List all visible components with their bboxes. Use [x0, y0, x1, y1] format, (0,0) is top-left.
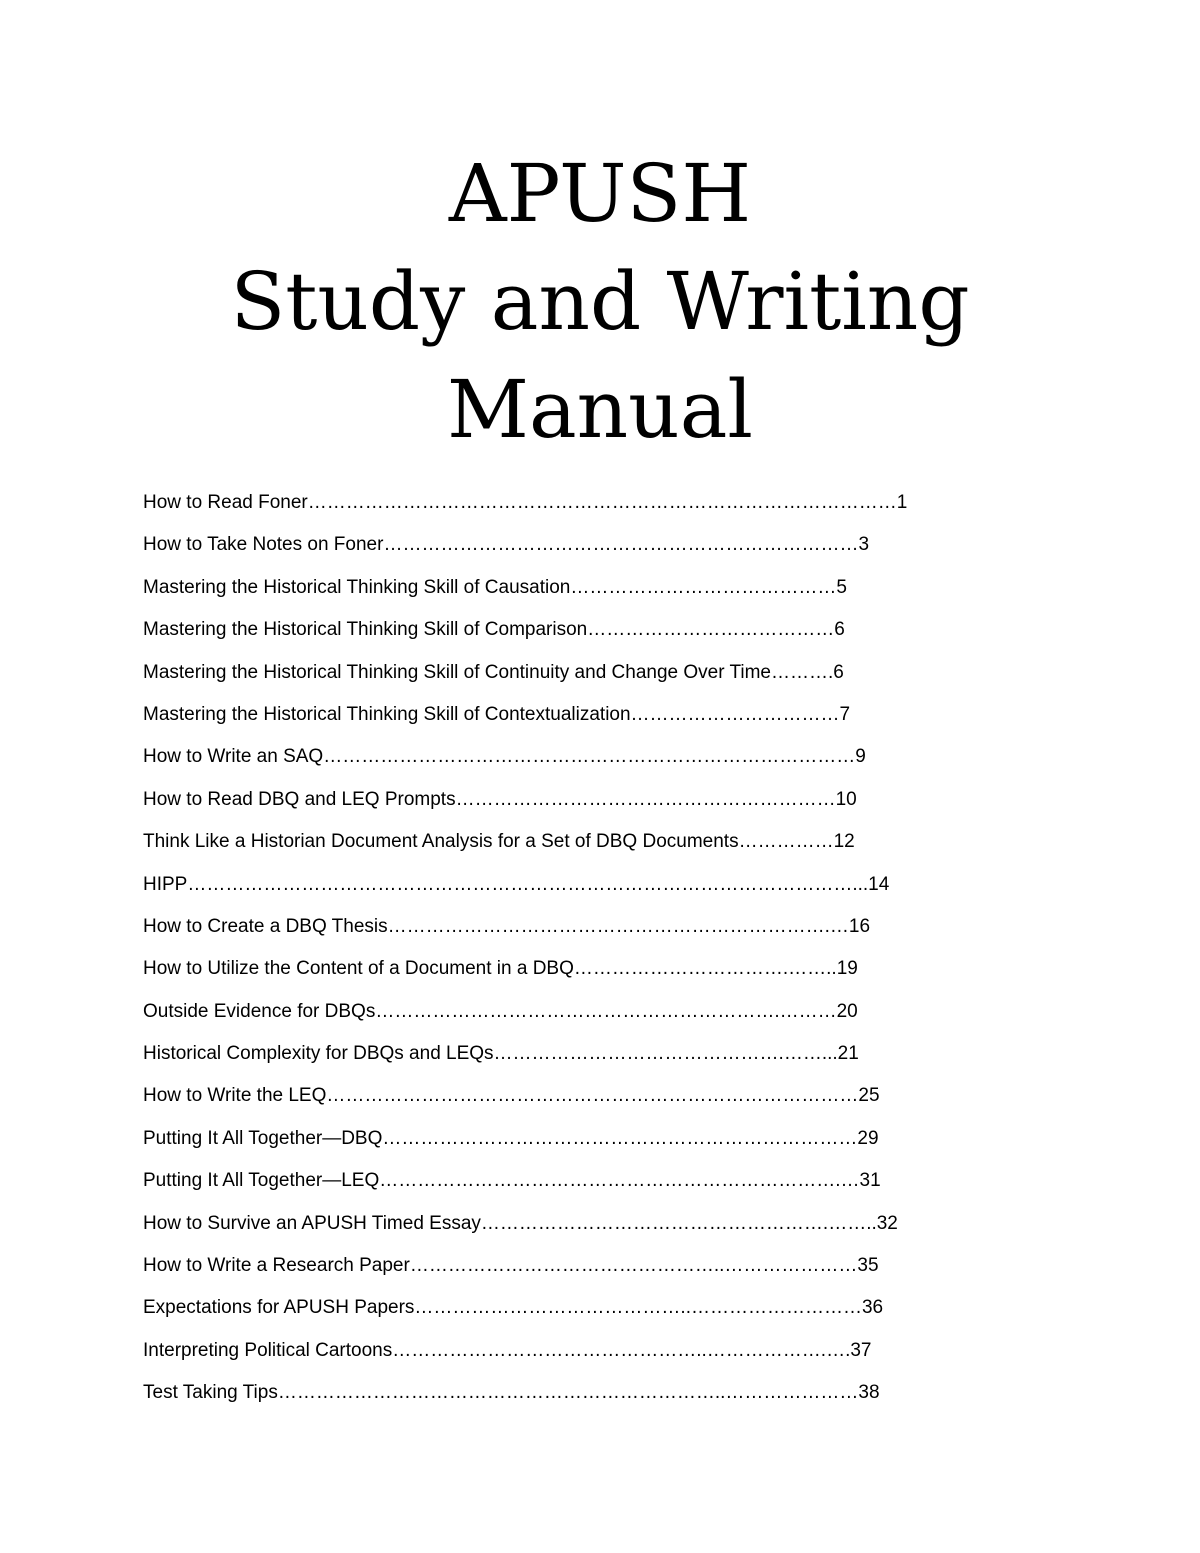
toc-entry: How to Take Notes on Foner…………………………………………………………………3 — [143, 534, 870, 556]
toc-entry: How to Write the LEQ…………………………………………………………………………25 — [143, 1085, 880, 1107]
toc-entry: Putting It All Together—DBQ…………………………………………………………………29 — [143, 1127, 879, 1149]
toc-entry: Mastering the Historical Thinking Skill of Causation……………………………………5 — [143, 576, 847, 598]
toc-entry: How to Survive an APUSH Timed Essay……………………………………………….……..32 — [143, 1212, 898, 1234]
toc-entry: How to Utilize the Content of a Document in a DBQ…………………………….……..19 — [143, 958, 858, 980]
toc-entry: Mastering the Historical Thinking Skill of Comparison…………………………………6 — [143, 619, 845, 641]
toc-entry: Putting It All Together—LEQ……………………………………………………………….…31 — [143, 1170, 881, 1192]
title-line-2: Study and Writing — [230, 255, 970, 348]
document-title — [0, 140, 1200, 464]
toc-entry: How to Write an SAQ…………………………………………………………………………9 — [143, 746, 866, 768]
toc-entry: Historical Complexity for DBQs and LEQs……………………………………….……...21 — [143, 1043, 859, 1065]
title-line-1: APUSH — [448, 147, 752, 240]
table-of-contents — [143, 488, 973, 1421]
toc-entry: Outside Evidence for DBQs……………………………………………………….………20 — [143, 1000, 858, 1022]
toc-entry: Think Like a Historian Document Analysis for a Set of DBQ Documents……………12 — [143, 831, 855, 853]
toc-entry: Interpreting Political Cartoons…………………………………………..……………….….37 — [143, 1339, 872, 1361]
toc-entry: Test Taking Tips……………………………………………………………..…………………38 — [143, 1382, 880, 1404]
toc-entry: HIPP……………………………………………………………………………………………...14 — [143, 873, 890, 895]
toc-entry: How to Read DBQ and LEQ Prompts……………………………………………………10 — [143, 788, 857, 810]
toc-entry: How to Create a DBQ Thesis…………………………………………………………….…16 — [143, 915, 871, 937]
title-line-3: Manual — [447, 363, 753, 456]
toc-entry: Mastering the Historical Thinking Skill of Contextualization……………………………7 — [143, 703, 851, 725]
toc-entry: Expectations for APUSH Papers……………………………………..………………………36 — [143, 1297, 884, 1319]
toc-entry: How to Write a Research Paper…………………………………………..…………………35 — [143, 1255, 879, 1277]
toc-entry: Mastering the Historical Thinking Skill of Continuity and Change Over Time……….6 — [143, 661, 844, 683]
toc-entry: How to Read Foner…………………………………………………………………………………1 — [143, 492, 908, 513]
